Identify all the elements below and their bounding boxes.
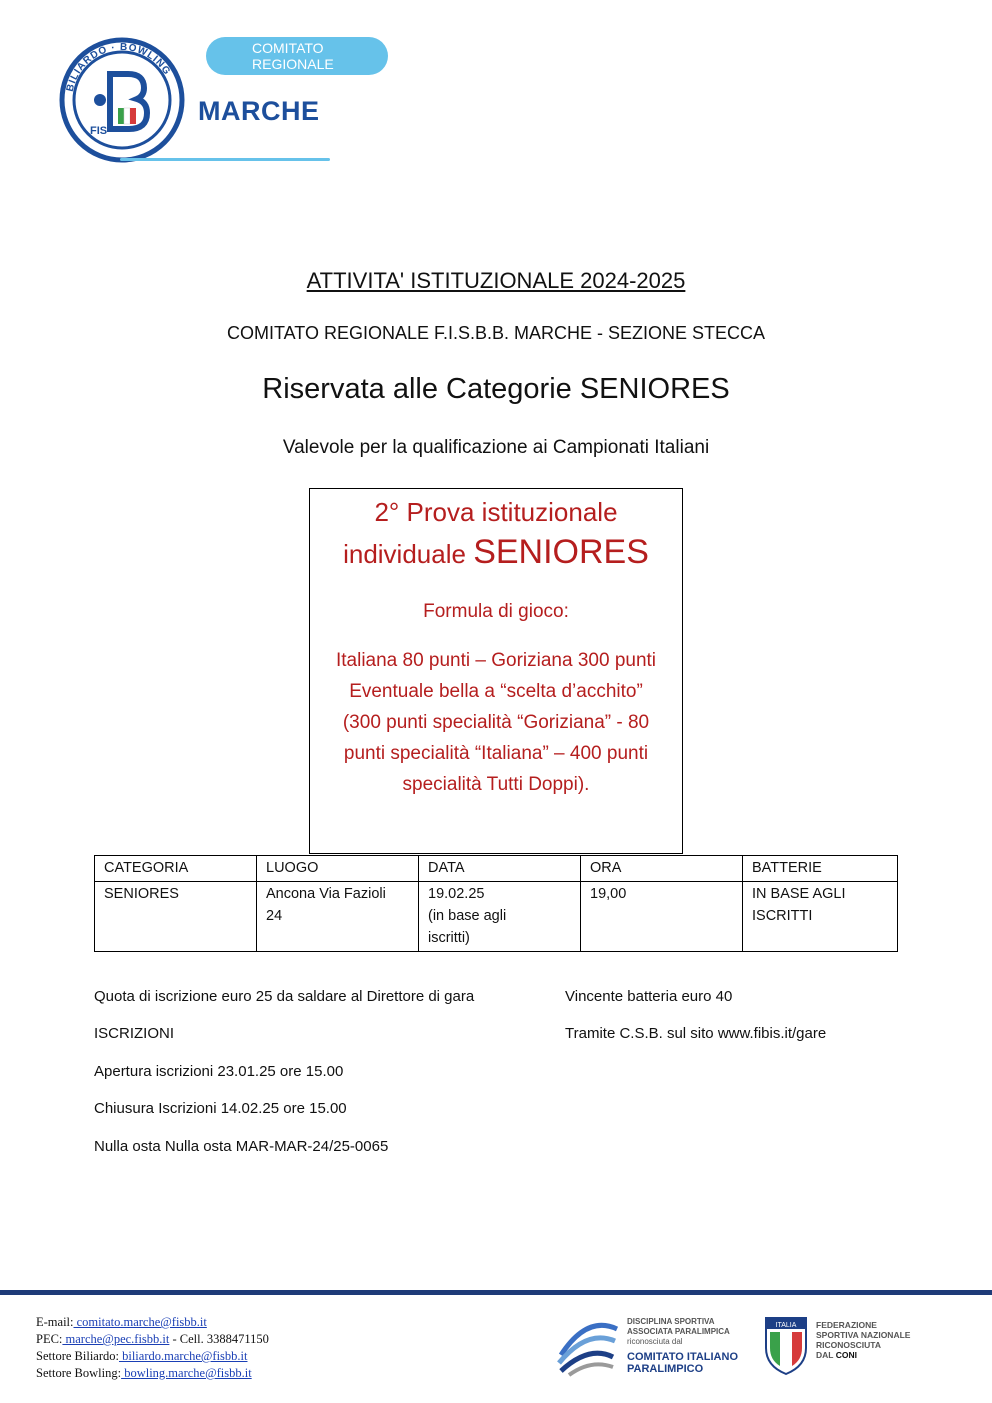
table-header-row xyxy=(95,856,898,882)
valid-heading: Valevole per la qualificazione ai Campionati Italiani xyxy=(282,437,710,458)
email-link[interactable]: comitato.marche@fisbb.it xyxy=(73,1315,207,1329)
footer-biliardo-label: Settore Biliardo: xyxy=(36,1349,119,1363)
coni-name: CONI xyxy=(835,1350,857,1360)
footer-email xyxy=(36,1313,207,1331)
cip-small-line: DISCIPLINA SPORTIVA xyxy=(627,1317,715,1326)
cip-logo xyxy=(555,1313,755,1383)
formula-line: Italiana 80 punti – Goriziana 300 punti xyxy=(335,650,657,671)
footer-divider xyxy=(0,1290,992,1295)
clearance-code: Nulla osta Nulla osta MAR-MAR-24/25-0065 xyxy=(94,1138,389,1155)
cell-data-line: 19.02.25 xyxy=(428,886,485,902)
logo-badge-line1: COMITATO xyxy=(252,40,324,56)
cip-small-line: ASSOCIATA PARALIMPICA xyxy=(627,1327,730,1336)
table-header-cell: BATTERIE xyxy=(743,856,898,882)
footer-biliardo xyxy=(36,1347,247,1365)
footer-bowling-label: Settore Bowling: xyxy=(36,1366,122,1380)
logo-underline xyxy=(120,158,330,161)
biliardo-link[interactable]: biliardo.marche@fisbb.it xyxy=(118,1349,248,1363)
cell-batterie-line: IN BASE AGLI xyxy=(752,886,846,902)
logo-badge xyxy=(206,37,388,75)
table-header-cell: CATEGORIA xyxy=(95,856,257,882)
cell-data xyxy=(419,882,581,952)
logo-region: MARCHE xyxy=(198,96,320,126)
logo-mark-text: FIS xyxy=(90,125,108,137)
logo-badge-line2: REGIONALE xyxy=(252,56,334,72)
cip-name-line: COMITATO ITALIANO xyxy=(627,1351,739,1363)
formula-line: specialità Tutti Doppi). xyxy=(402,774,590,795)
cip-small-line: riconosciuta dal xyxy=(627,1337,683,1346)
cell-batterie xyxy=(743,882,898,952)
competition-title-line2 xyxy=(310,533,682,572)
cip-name-line: PARALIMPICO xyxy=(627,1363,704,1375)
registrations-label: ISCRIZIONI xyxy=(94,1025,175,1042)
bowling-link[interactable]: bowling.marche@fisbb.it xyxy=(121,1366,252,1380)
coni-line xyxy=(816,1350,916,1360)
cell-data-line: (in base agli xyxy=(428,908,507,924)
table-row xyxy=(95,882,898,952)
pec-link[interactable]: marche@pec.fisbb.it xyxy=(62,1332,170,1346)
cell-luogo-line: 24 xyxy=(266,908,283,924)
cell-luogo-line: Ancona Via Fazioli xyxy=(266,886,386,902)
registration-method: Tramite C.S.B. sul sito www.fibis.it/gare xyxy=(565,1025,827,1042)
footer-email-label: E-mail: xyxy=(36,1315,74,1329)
coni-logo xyxy=(764,1316,914,1382)
cell-categoria: SENIORES xyxy=(95,882,257,952)
schedule-table xyxy=(94,855,898,952)
table-header-cell: LUOGO xyxy=(257,856,419,882)
cell-batterie-line: ISCRITTI xyxy=(752,908,813,924)
competition-box xyxy=(309,488,683,854)
cip-swirl-icon xyxy=(555,1315,619,1379)
page-title: ATTIVITA' ISTITUZIONALE 2024-2025 xyxy=(306,268,686,293)
footer-pec xyxy=(36,1330,269,1348)
formula-line: (300 punti specialità “Goriziana” - 80 xyxy=(342,712,650,733)
italia-shield-icon xyxy=(764,1316,808,1376)
coni-line: RICONOSCIUTA xyxy=(816,1340,882,1350)
competition-category: SENIORES xyxy=(473,533,649,571)
formula-label: Formula di gioco: xyxy=(423,601,569,622)
formula-description xyxy=(310,645,682,800)
entry-fee: Quota di iscrizione euro 25 da saldare al Direttore di gara xyxy=(94,988,475,1005)
cell-ora: 19,00 xyxy=(581,882,743,952)
fisbb-marche-logo xyxy=(58,36,334,164)
formula-line: Eventuale bella a “scelta d’acchito” xyxy=(349,681,643,702)
registration-open: Apertura iscrizioni 23.01.25 ore 15.00 xyxy=(94,1063,344,1080)
footer-bowling xyxy=(36,1364,252,1382)
committee-heading: COMITATO REGIONALE F.I.S.B.B. MARCHE - SEZIONE STECCA xyxy=(226,323,766,343)
coni-dal: DAL xyxy=(816,1350,834,1360)
table-header-cell: DATA xyxy=(419,856,581,882)
footer-pec-label: PEC: xyxy=(36,1332,63,1346)
competition-title-line1: 2° Prova istituzionale xyxy=(374,497,618,527)
reserved-heading: Riservata alle Categorie SENIORES xyxy=(262,373,730,405)
registration-close: Chiusura Iscrizioni 14.02.25 ore 15.00 xyxy=(94,1100,347,1117)
competition-type: individuale xyxy=(343,539,466,569)
logo-ring-text: BILIARDO · BOWLING xyxy=(64,41,173,93)
coni-line: FEDERAZIONE xyxy=(816,1320,877,1330)
formula-line: punti specialità “Italiana” – 400 punti xyxy=(343,743,649,764)
table-header-cell: ORA xyxy=(581,856,743,882)
fisbb-emblem-icon xyxy=(58,36,188,166)
footer-cell: - Cell. 3388471150 xyxy=(169,1332,269,1346)
shield-text: ITALIA xyxy=(775,1322,797,1329)
coni-line: SPORTIVA NAZIONALE xyxy=(816,1330,911,1340)
cell-luogo xyxy=(257,882,419,952)
winner-prize: Vincente batteria euro 40 xyxy=(565,988,733,1005)
cell-data-line: iscritti) xyxy=(428,930,470,946)
